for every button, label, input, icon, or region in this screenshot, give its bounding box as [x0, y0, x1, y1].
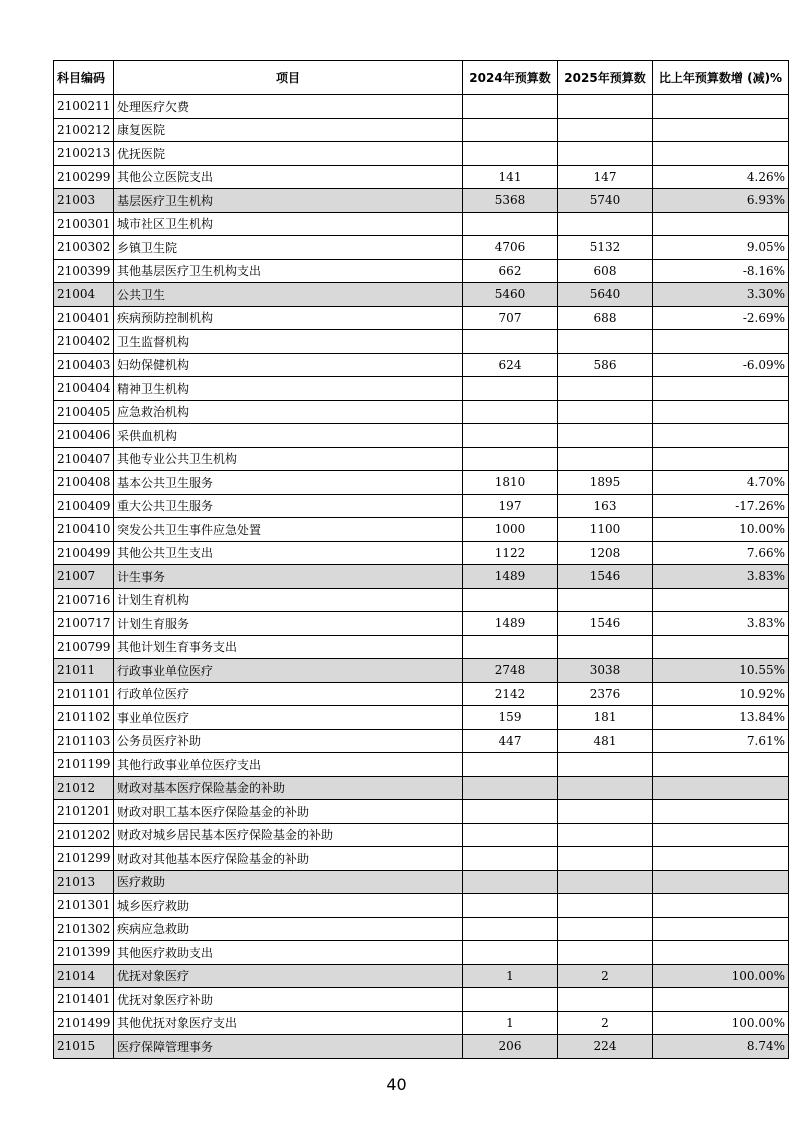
item-name-cell: 优抚医院	[114, 142, 463, 166]
budget-2024-cell: 2748	[463, 659, 558, 683]
code-cell: 21012	[54, 776, 114, 800]
code-cell: 2100716	[54, 588, 114, 612]
table-row	[54, 518, 789, 542]
change-percent-cell: -17.26%	[653, 494, 789, 518]
budget-2025-cell	[558, 917, 653, 941]
budget-2025-cell: 1100	[558, 518, 653, 542]
change-percent-cell	[653, 142, 789, 166]
table-row	[54, 800, 789, 824]
category-row	[54, 964, 789, 988]
item-name-cell: 其他基层医疗卫生机构支出	[114, 259, 463, 283]
change-percent-cell: 8.74%	[653, 1035, 789, 1059]
header-row	[54, 61, 789, 95]
code-cell: 2101499	[54, 1011, 114, 1035]
budget-2025-cell	[558, 400, 653, 424]
budget-2024-cell	[463, 400, 558, 424]
code-cell: 2101401	[54, 988, 114, 1012]
budget-2024-cell: 4706	[463, 236, 558, 260]
budget-table	[53, 60, 789, 1059]
table-header	[54, 61, 789, 95]
table-row	[54, 259, 789, 283]
item-name-cell: 财政对基本医疗保险基金的补助	[114, 776, 463, 800]
item-name-cell: 财政对其他基本医疗保险基金的补助	[114, 847, 463, 871]
code-cell: 2101299	[54, 847, 114, 871]
budget-2025-cell	[558, 424, 653, 448]
budget-2024-cell: 1489	[463, 565, 558, 589]
item-name-cell: 医疗保障管理事务	[114, 1035, 463, 1059]
table-row	[54, 447, 789, 471]
category-row	[54, 565, 789, 589]
code-cell: 2100799	[54, 635, 114, 659]
table-row	[54, 471, 789, 495]
item-name-cell: 疾病预防控制机构	[114, 306, 463, 330]
table-row	[54, 635, 789, 659]
budget-2025-cell	[558, 118, 653, 142]
item-name-cell: 行政单位医疗	[114, 682, 463, 706]
code-cell: 2100717	[54, 612, 114, 636]
table-row	[54, 612, 789, 636]
budget-2024-cell	[463, 118, 558, 142]
category-row	[54, 283, 789, 307]
code-cell: 21014	[54, 964, 114, 988]
code-cell: 2100409	[54, 494, 114, 518]
item-name-cell: 突发公共卫生事件应急处置	[114, 518, 463, 542]
code-cell: 2101301	[54, 894, 114, 918]
code-cell: 2100408	[54, 471, 114, 495]
change-percent-cell: 4.70%	[653, 471, 789, 495]
code-cell: 21015	[54, 1035, 114, 1059]
item-name-cell: 疾病应急救助	[114, 917, 463, 941]
budget-2024-cell	[463, 447, 558, 471]
budget-2025-cell: 2	[558, 1011, 653, 1035]
change-percent-cell	[653, 847, 789, 871]
budget-2025-cell: 181	[558, 706, 653, 730]
code-cell: 2100499	[54, 541, 114, 565]
item-name-cell: 其他计划生育事务支出	[114, 635, 463, 659]
table-row	[54, 541, 789, 565]
budget-2024-cell: 1489	[463, 612, 558, 636]
table-row	[54, 236, 789, 260]
code-cell: 2100211	[54, 95, 114, 119]
item-name-cell: 其他公立医院支出	[114, 165, 463, 189]
item-name-cell: 计生事务	[114, 565, 463, 589]
budget-2025-cell: 2	[558, 964, 653, 988]
item-name-cell: 优抚对象医疗	[114, 964, 463, 988]
item-name-cell: 行政事业单位医疗	[114, 659, 463, 683]
budget-2025-cell	[558, 142, 653, 166]
budget-2025-cell: 5640	[558, 283, 653, 307]
header-budget-2024: 2024年预算数	[463, 61, 558, 95]
table-row	[54, 377, 789, 401]
budget-2025-cell: 608	[558, 259, 653, 283]
code-cell: 21011	[54, 659, 114, 683]
item-name-cell: 计划生育服务	[114, 612, 463, 636]
code-cell: 2100212	[54, 118, 114, 142]
budget-2024-cell	[463, 847, 558, 871]
budget-2024-cell	[463, 95, 558, 119]
item-name-cell: 财政对职工基本医疗保险基金的补助	[114, 800, 463, 824]
budget-2024-cell	[463, 142, 558, 166]
table-row	[54, 118, 789, 142]
table-row	[54, 330, 789, 354]
budget-2025-cell: 5740	[558, 189, 653, 213]
budget-2024-cell	[463, 753, 558, 777]
budget-2024-cell: 624	[463, 353, 558, 377]
table-row	[54, 212, 789, 236]
item-name-cell: 应急救治机构	[114, 400, 463, 424]
change-percent-cell: 9.05%	[653, 236, 789, 260]
table-row	[54, 588, 789, 612]
header-code: 科目编码	[54, 61, 114, 95]
change-percent-cell	[653, 635, 789, 659]
budget-2024-cell	[463, 823, 558, 847]
change-percent-cell	[653, 330, 789, 354]
budget-2025-cell: 163	[558, 494, 653, 518]
budget-2025-cell: 3038	[558, 659, 653, 683]
item-name-cell: 基层医疗卫生机构	[114, 189, 463, 213]
budget-2025-cell	[558, 635, 653, 659]
table-row	[54, 165, 789, 189]
table-row	[54, 400, 789, 424]
item-name-cell: 公共卫生	[114, 283, 463, 307]
budget-2024-cell	[463, 941, 558, 965]
budget-2024-cell	[463, 424, 558, 448]
header-change: 比上年预算数增 (减)%	[653, 61, 789, 95]
budget-2024-cell	[463, 917, 558, 941]
change-percent-cell	[653, 941, 789, 965]
budget-2025-cell: 5132	[558, 236, 653, 260]
change-percent-cell	[653, 95, 789, 119]
table-row	[54, 941, 789, 965]
header-budget-2025: 2025年预算数	[558, 61, 653, 95]
change-percent-cell	[653, 894, 789, 918]
table-row	[54, 1011, 789, 1035]
item-name-cell: 医疗救助	[114, 870, 463, 894]
code-cell: 2100302	[54, 236, 114, 260]
item-name-cell: 其他优抚对象医疗支出	[114, 1011, 463, 1035]
budget-2024-cell	[463, 588, 558, 612]
change-percent-cell: -2.69%	[653, 306, 789, 330]
budget-2025-cell	[558, 776, 653, 800]
change-percent-cell	[653, 377, 789, 401]
budget-2025-cell	[558, 588, 653, 612]
budget-2024-cell: 707	[463, 306, 558, 330]
code-cell: 2100404	[54, 377, 114, 401]
budget-2025-cell: 481	[558, 729, 653, 753]
item-name-cell: 计划生育机构	[114, 588, 463, 612]
budget-2024-cell: 5460	[463, 283, 558, 307]
code-cell: 2101202	[54, 823, 114, 847]
item-name-cell: 事业单位医疗	[114, 706, 463, 730]
page-number: 40	[386, 1075, 407, 1094]
budget-2024-cell	[463, 635, 558, 659]
budget-2024-cell	[463, 212, 558, 236]
budget-2024-cell: 197	[463, 494, 558, 518]
budget-2025-cell	[558, 447, 653, 471]
budget-2025-cell	[558, 95, 653, 119]
code-cell: 2100406	[54, 424, 114, 448]
change-percent-cell: 10.00%	[653, 518, 789, 542]
budget-2024-cell: 206	[463, 1035, 558, 1059]
table-row	[54, 729, 789, 753]
change-percent-cell: 6.93%	[653, 189, 789, 213]
item-name-cell: 康复医院	[114, 118, 463, 142]
budget-2025-cell: 688	[558, 306, 653, 330]
budget-2024-cell: 1810	[463, 471, 558, 495]
change-percent-cell	[653, 870, 789, 894]
change-percent-cell	[653, 917, 789, 941]
change-percent-cell	[653, 823, 789, 847]
budget-2024-cell: 2142	[463, 682, 558, 706]
budget-2025-cell	[558, 847, 653, 871]
table-row	[54, 917, 789, 941]
table-body	[54, 95, 789, 1059]
code-cell: 2100410	[54, 518, 114, 542]
code-cell: 2100403	[54, 353, 114, 377]
item-name-cell: 城乡医疗救助	[114, 894, 463, 918]
budget-2024-cell: 159	[463, 706, 558, 730]
budget-2025-cell	[558, 823, 653, 847]
code-cell: 2100399	[54, 259, 114, 283]
change-percent-cell	[653, 447, 789, 471]
item-name-cell: 处理医疗欠费	[114, 95, 463, 119]
budget-2024-cell: 447	[463, 729, 558, 753]
budget-2025-cell: 1546	[558, 565, 653, 589]
item-name-cell: 精神卫生机构	[114, 377, 463, 401]
budget-2025-cell: 1895	[558, 471, 653, 495]
header-item: 项目	[114, 61, 463, 95]
item-name-cell: 妇幼保健机构	[114, 353, 463, 377]
code-cell: 21007	[54, 565, 114, 589]
item-name-cell: 其他医疗救助支出	[114, 941, 463, 965]
change-percent-cell	[653, 212, 789, 236]
budget-2025-cell	[558, 212, 653, 236]
change-percent-cell	[653, 588, 789, 612]
item-name-cell: 优抚对象医疗补助	[114, 988, 463, 1012]
item-name-cell: 城市社区卫生机构	[114, 212, 463, 236]
change-percent-cell	[653, 753, 789, 777]
table-row	[54, 95, 789, 119]
code-cell: 2101101	[54, 682, 114, 706]
change-percent-cell: 4.26%	[653, 165, 789, 189]
item-name-cell: 乡镇卫生院	[114, 236, 463, 260]
budget-2025-cell	[558, 870, 653, 894]
budget-2025-cell	[558, 894, 653, 918]
code-cell: 21013	[54, 870, 114, 894]
table-row	[54, 682, 789, 706]
budget-2024-cell	[463, 894, 558, 918]
code-cell: 2100402	[54, 330, 114, 354]
budget-2024-cell: 141	[463, 165, 558, 189]
budget-2024-cell	[463, 870, 558, 894]
change-percent-cell: 100.00%	[653, 964, 789, 988]
budget-2025-cell	[558, 941, 653, 965]
code-cell: 2100401	[54, 306, 114, 330]
budget-2025-cell: 147	[558, 165, 653, 189]
table-row	[54, 988, 789, 1012]
budget-2025-cell	[558, 800, 653, 824]
budget-2024-cell: 1	[463, 964, 558, 988]
category-row	[54, 659, 789, 683]
table-row	[54, 353, 789, 377]
budget-2025-cell: 1208	[558, 541, 653, 565]
budget-2024-cell: 662	[463, 259, 558, 283]
code-cell: 2101103	[54, 729, 114, 753]
budget-2024-cell	[463, 377, 558, 401]
change-percent-cell	[653, 800, 789, 824]
table-row	[54, 494, 789, 518]
table-row	[54, 847, 789, 871]
change-percent-cell: 7.66%	[653, 541, 789, 565]
table-row	[54, 753, 789, 777]
change-percent-cell	[653, 424, 789, 448]
change-percent-cell	[653, 988, 789, 1012]
budget-2024-cell: 1000	[463, 518, 558, 542]
budget-2025-cell: 2376	[558, 682, 653, 706]
budget-2025-cell: 586	[558, 353, 653, 377]
item-name-cell: 基本公共卫生服务	[114, 471, 463, 495]
code-cell: 2101302	[54, 917, 114, 941]
change-percent-cell	[653, 118, 789, 142]
item-name-cell: 重大公共卫生服务	[114, 494, 463, 518]
budget-2025-cell: 1546	[558, 612, 653, 636]
category-row	[54, 870, 789, 894]
budget-2025-cell	[558, 753, 653, 777]
code-cell: 2100213	[54, 142, 114, 166]
code-cell: 2100301	[54, 212, 114, 236]
table-row	[54, 306, 789, 330]
code-cell: 2100407	[54, 447, 114, 471]
budget-2024-cell	[463, 988, 558, 1012]
budget-2024-cell	[463, 330, 558, 354]
change-percent-cell: 100.00%	[653, 1011, 789, 1035]
change-percent-cell: 3.30%	[653, 283, 789, 307]
budget-2024-cell: 5368	[463, 189, 558, 213]
change-percent-cell: 7.61%	[653, 729, 789, 753]
code-cell: 2100299	[54, 165, 114, 189]
budget-2024-cell	[463, 800, 558, 824]
item-name-cell: 其他专业公共卫生机构	[114, 447, 463, 471]
change-percent-cell	[653, 776, 789, 800]
category-row	[54, 189, 789, 213]
table-row	[54, 424, 789, 448]
table-row	[54, 142, 789, 166]
code-cell: 2100405	[54, 400, 114, 424]
budget-2024-cell: 1122	[463, 541, 558, 565]
change-percent-cell: 10.92%	[653, 682, 789, 706]
code-cell: 21004	[54, 283, 114, 307]
item-name-cell: 采供血机构	[114, 424, 463, 448]
item-name-cell: 财政对城乡居民基本医疗保险基金的补助	[114, 823, 463, 847]
category-row	[54, 776, 789, 800]
item-name-cell: 其他公共卫生支出	[114, 541, 463, 565]
budget-2025-cell	[558, 377, 653, 401]
code-cell: 2101102	[54, 706, 114, 730]
budget-2024-cell: 1	[463, 1011, 558, 1035]
change-percent-cell: -8.16%	[653, 259, 789, 283]
code-cell: 2101199	[54, 753, 114, 777]
table-row	[54, 706, 789, 730]
budget-2024-cell	[463, 776, 558, 800]
item-name-cell: 其他行政事业单位医疗支出	[114, 753, 463, 777]
code-cell: 21003	[54, 189, 114, 213]
table-row	[54, 823, 789, 847]
change-percent-cell: 10.55%	[653, 659, 789, 683]
item-name-cell: 卫生监督机构	[114, 330, 463, 354]
code-cell: 2101399	[54, 941, 114, 965]
budget-2025-cell	[558, 330, 653, 354]
budget-2025-cell: 224	[558, 1035, 653, 1059]
change-percent-cell	[653, 400, 789, 424]
change-percent-cell: 3.83%	[653, 565, 789, 589]
change-percent-cell: 3.83%	[653, 612, 789, 636]
code-cell: 2101201	[54, 800, 114, 824]
table-row	[54, 894, 789, 918]
budget-2025-cell	[558, 988, 653, 1012]
change-percent-cell: 13.84%	[653, 706, 789, 730]
category-row	[54, 1035, 789, 1059]
item-name-cell: 公务员医疗补助	[114, 729, 463, 753]
change-percent-cell: -6.09%	[653, 353, 789, 377]
